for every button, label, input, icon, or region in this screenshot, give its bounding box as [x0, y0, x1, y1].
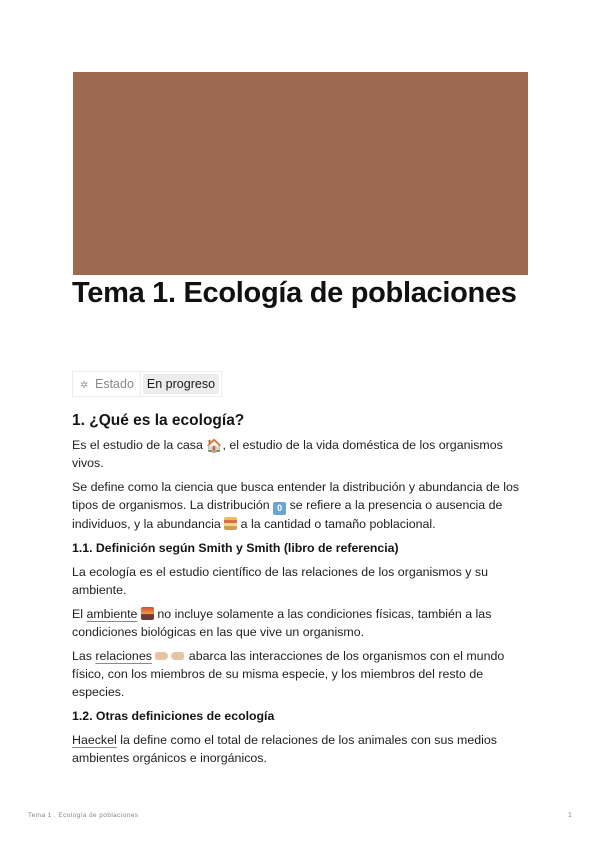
paragraph: [72, 647, 534, 701]
paragraph: [72, 478, 534, 533]
status-badge[interactable]: En progreso: [143, 374, 219, 394]
text: El: [72, 607, 87, 621]
property-label-text: Estado: [95, 377, 134, 391]
text: la define como el total de relaciones de los animales con sus medios ambientes orgánicos e inorgánicos.: [72, 733, 497, 765]
house-icon: 🏠: [206, 438, 223, 453]
page-title: Tema 1. Ecología de poblaciones: [72, 277, 517, 309]
property-row-estado: [72, 371, 222, 397]
text: Es el estudio de la casa: [72, 438, 207, 452]
status-gear-icon: ✲: [80, 379, 89, 391]
link-relaciones[interactable]: relaciones: [95, 649, 152, 663]
text: se refiere a la presencia o ausencia de individuos, y la abundancia: [72, 498, 503, 531]
paragraph: [72, 731, 534, 767]
text: Las: [72, 649, 96, 663]
link-ambiente[interactable]: ambiente: [86, 607, 138, 621]
keycap-zero-icon: 0: [273, 502, 286, 515]
paragraph: [72, 605, 534, 641]
abacus-icon: [224, 517, 237, 530]
footer-page-number: 1: [568, 812, 572, 819]
page-content: [72, 410, 534, 773]
section-heading-1-1: 1.1. Definición según Smith y Smith (libro de referencia): [72, 541, 399, 555]
handshake-icon: [155, 651, 185, 661]
paragraph: [72, 436, 534, 472]
text: no incluye solamente a las condiciones físicas, también a las condiciones biológicas en las que vive un organismo.: [72, 607, 492, 639]
property-label: [73, 372, 141, 396]
text: abarca las interacciones de los organismos con el mundo físico, con los miembros de su misma especie, y los miembros del resto de especies.: [72, 649, 505, 699]
text: Se define como la ciencia que busca entender la distribución y abundancia de los tipos de organismos. La distribución: [72, 480, 520, 512]
section-heading-1-2: 1.2. Otras definiciones de ecología: [72, 709, 275, 723]
text: , el estudio de la vida doméstica de los organismos vivos.: [72, 438, 503, 470]
text: a la cantidad o tamaño poblacional.: [237, 517, 436, 531]
paragraph: La ecología es el estudio científico de las relaciones de los organismos y su ambiente.: [72, 565, 489, 597]
footer-document-name: Tema 1 . Ecología de poblaciones: [28, 812, 139, 819]
section-heading-1: 1. ¿Qué es la ecología?: [72, 412, 245, 429]
cover-image: [73, 72, 528, 275]
sunrise-icon: [141, 607, 154, 620]
link-haeckel[interactable]: Haeckel: [72, 733, 117, 747]
